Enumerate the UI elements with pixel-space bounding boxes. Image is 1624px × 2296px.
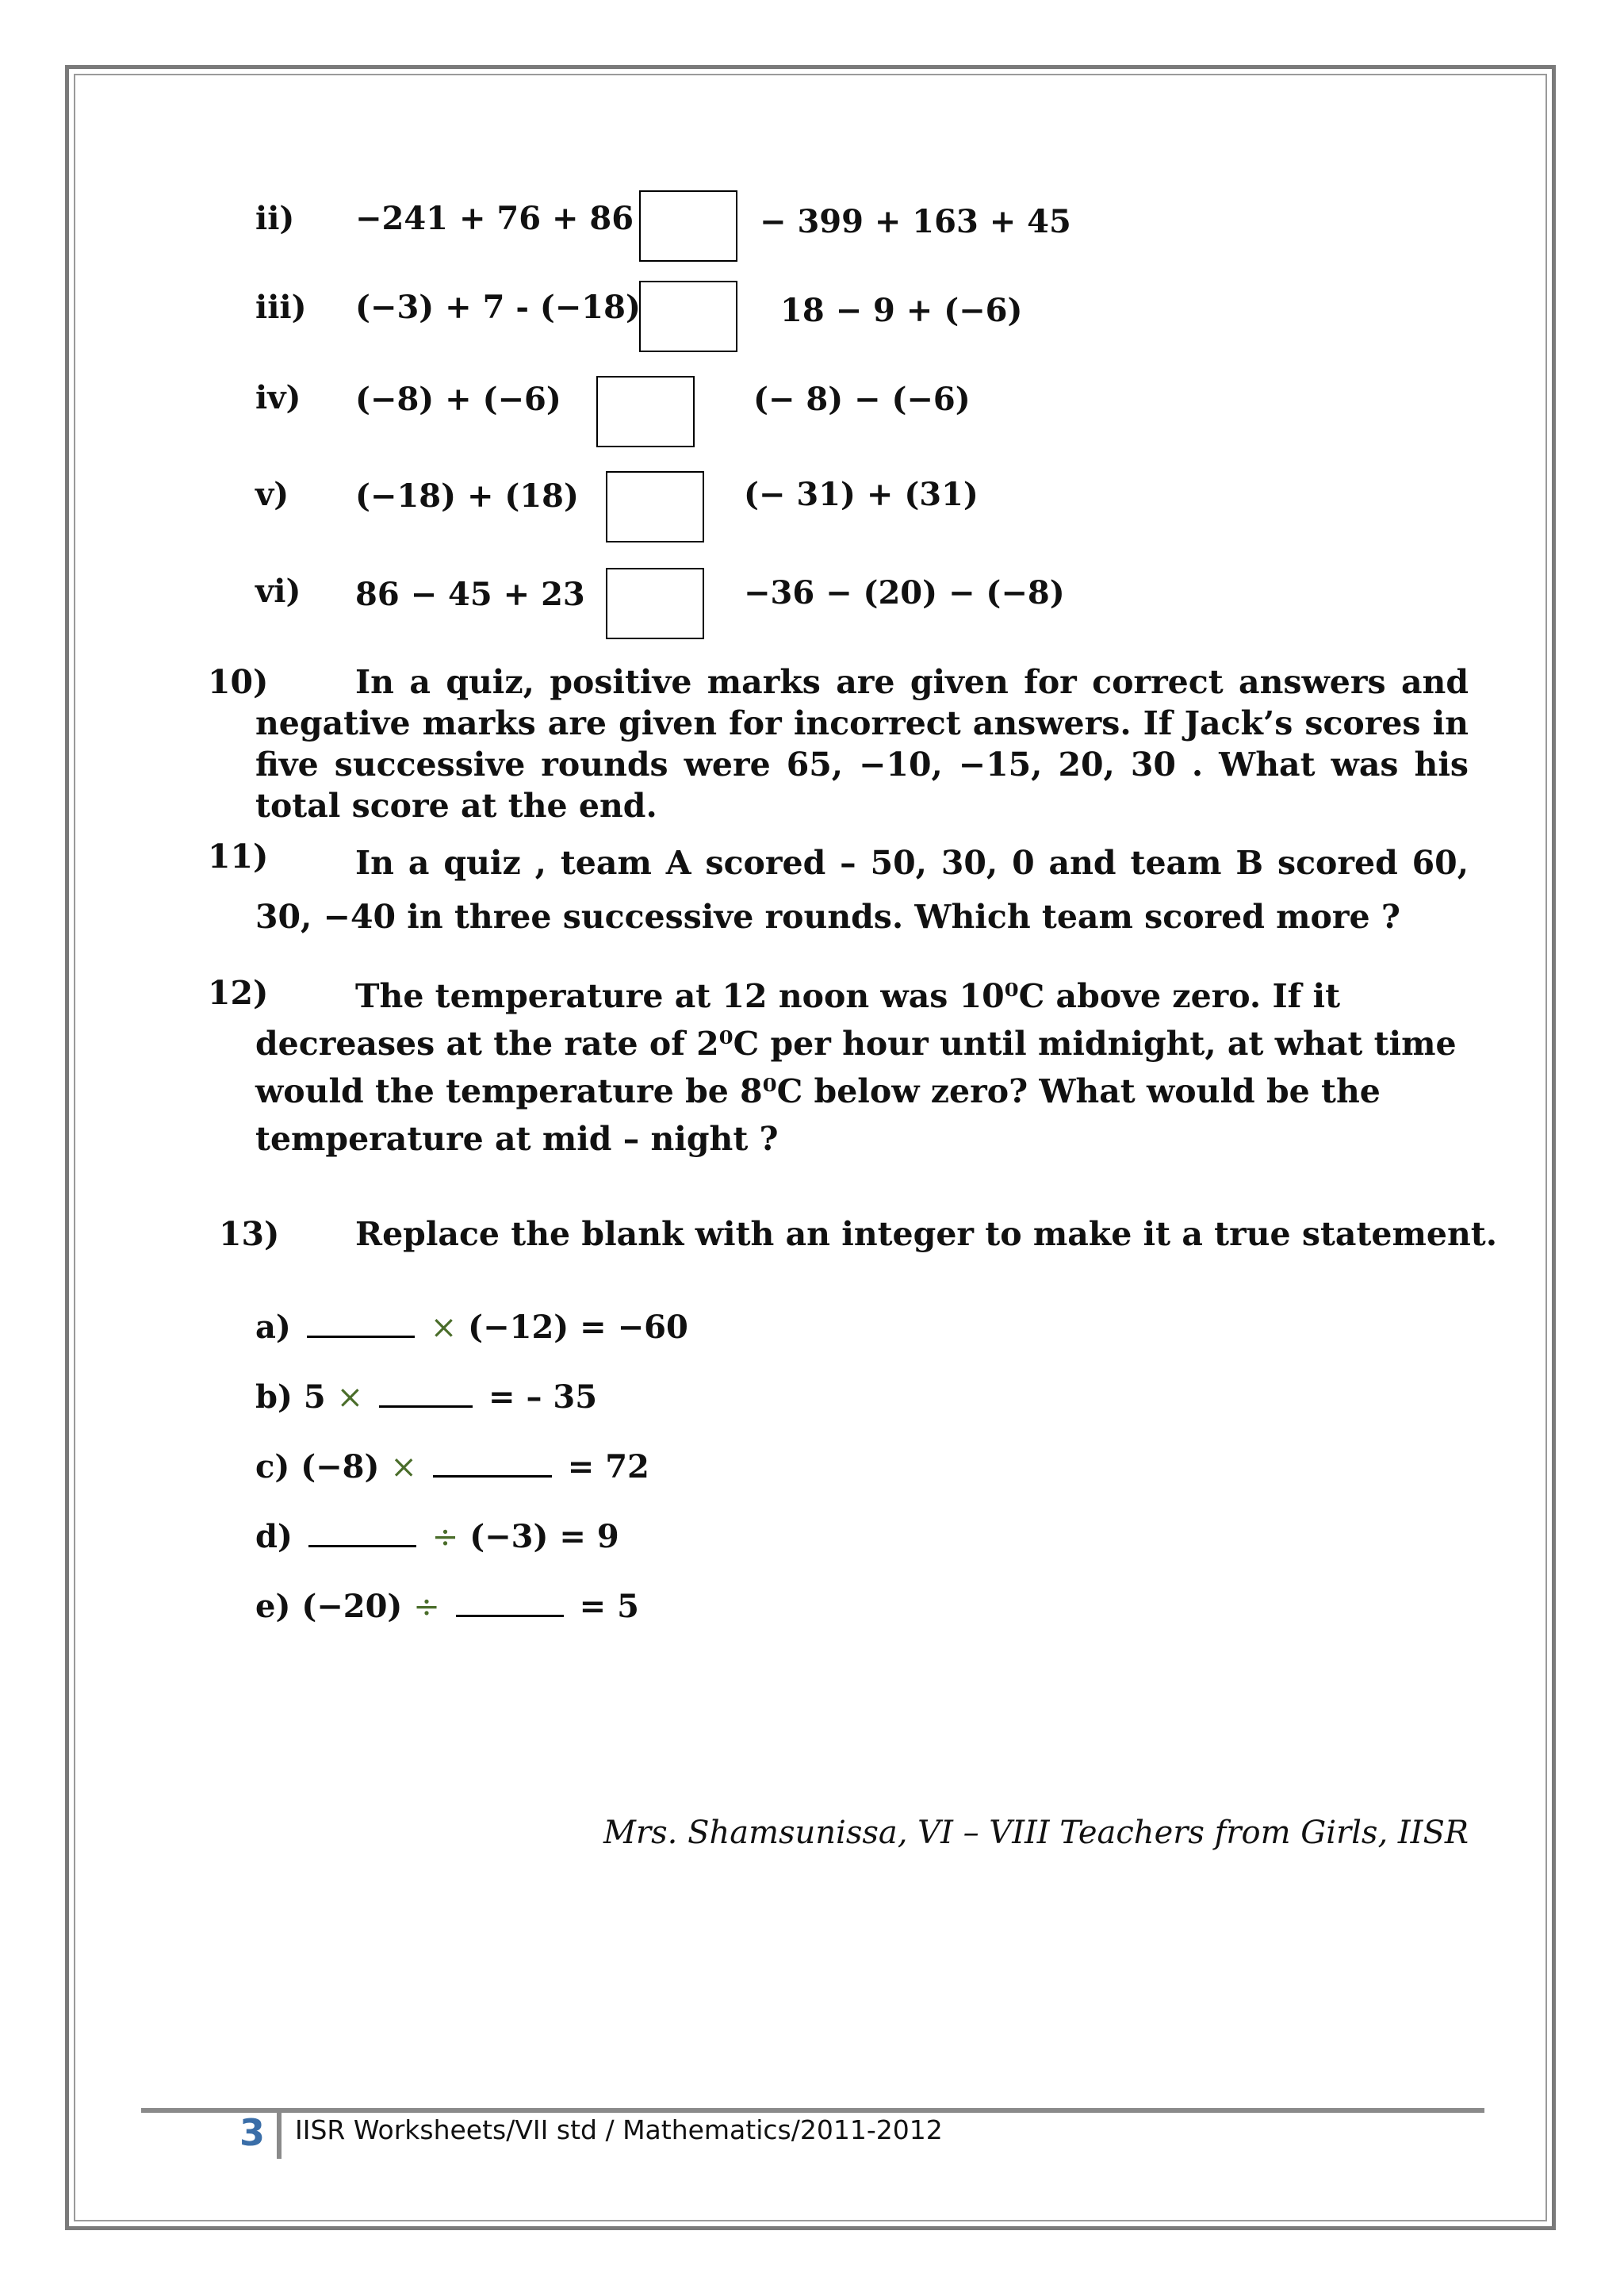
- blank-item: [255, 1309, 688, 1346]
- blank-mid: (−12) =: [468, 1309, 607, 1346]
- operator-symbol: ÷: [413, 1589, 440, 1625]
- blank-label: c): [255, 1448, 290, 1485]
- question-text: The temperature at 12 noon was 10⁰C above zero. If it decreases at the rate of 2⁰C per hour until midnight, at what time would the temperature be 8⁰C below zero? What would be the temperature at mid – night ?: [255, 977, 1457, 1158]
- comparison-label: iv): [255, 379, 301, 416]
- blank-label: a): [255, 1309, 291, 1346]
- comparison-label: v): [255, 476, 289, 513]
- footer-separator: [277, 2113, 282, 2159]
- question-number: 10): [208, 663, 269, 701]
- operator-symbol: ÷: [431, 1519, 459, 1555]
- comparison-left: −241 + 76 + 86: [355, 200, 634, 237]
- blank-item: [255, 1588, 639, 1625]
- answer-box[interactable]: [596, 376, 695, 447]
- blank-post: −60: [617, 1309, 688, 1346]
- question-text: In a quiz , team A scored – 50, 30, 0 and team B scored 60, 30, −40 in three successive rounds. Which team scored more ?: [255, 844, 1469, 936]
- question-number: 13): [219, 1215, 280, 1253]
- answer-box[interactable]: [606, 568, 704, 639]
- answer-box[interactable]: [639, 190, 737, 262]
- blank-label: b): [255, 1378, 293, 1416]
- answer-box[interactable]: [639, 281, 737, 352]
- comparison-label: vi): [255, 573, 301, 610]
- page-number: 3: [239, 2111, 266, 2154]
- comparison-right: −36 − (20) − (−8): [744, 574, 1065, 611]
- blank-item: [255, 1378, 597, 1416]
- blank-item: [255, 1448, 649, 1485]
- blank-pre: (−20): [301, 1588, 403, 1625]
- blank-mid: (−3): [469, 1518, 549, 1555]
- comparison-right: (− 8) − (−6): [753, 381, 971, 418]
- operator-symbol: ×: [336, 1379, 364, 1416]
- blank-item: [255, 1518, 619, 1555]
- comparison-right: − 399 + 163 + 45: [760, 203, 1071, 240]
- blank-label: e): [255, 1588, 291, 1625]
- footer-text: IISR Worksheets/VII std / Mathematics/2011-2012: [295, 2114, 943, 2145]
- question-number: 12): [208, 974, 269, 1012]
- blank-label: d): [255, 1518, 293, 1555]
- answer-box[interactable]: [606, 471, 704, 542]
- comparison-left: (−18) + (18): [355, 477, 579, 515]
- blank-line[interactable]: [308, 1537, 416, 1547]
- blank-line[interactable]: [307, 1328, 415, 1338]
- comparison-left: (−8) + (−6): [355, 381, 561, 418]
- author-signature: Mrs. Shamsunissa, VI – VIII Teachers from Girls, IISR: [603, 1815, 1469, 1851]
- operator-symbol: ×: [430, 1309, 458, 1346]
- question-text: Replace the blank with an integer to make it a true statement.: [355, 1215, 1497, 1253]
- blank-pre: 5: [303, 1378, 326, 1416]
- blank-post: = – 35: [488, 1378, 598, 1416]
- comparison-left: (−3) + 7 - (−18): [355, 289, 641, 326]
- blank-line[interactable]: [379, 1397, 473, 1408]
- footer-divider: [141, 2108, 1484, 2113]
- question-text: In a quiz, positive marks are given for correct answers and negative marks are given for incorrect answers. If Jack’s scores in five successive rounds were 65, −10, −15, 20, 30 . What was his total score at the end.: [255, 663, 1469, 825]
- comparison-left: 86 − 45 + 23: [355, 576, 585, 613]
- comparison-right: (− 31) + (31): [744, 476, 979, 513]
- blank-line[interactable]: [456, 1607, 564, 1617]
- comparison-right: 18 − 9 + (−6): [780, 292, 1023, 329]
- blank-post: = 72: [567, 1448, 649, 1485]
- blank-line[interactable]: [433, 1467, 552, 1478]
- blank-post: = 5: [579, 1588, 639, 1625]
- comparison-label: ii): [255, 200, 295, 237]
- comparison-label: iii): [255, 289, 307, 326]
- blank-post: = 9: [559, 1518, 619, 1555]
- operator-symbol: ×: [390, 1449, 417, 1485]
- blank-pre: (−8): [301, 1448, 380, 1485]
- question-number: 11): [208, 838, 269, 876]
